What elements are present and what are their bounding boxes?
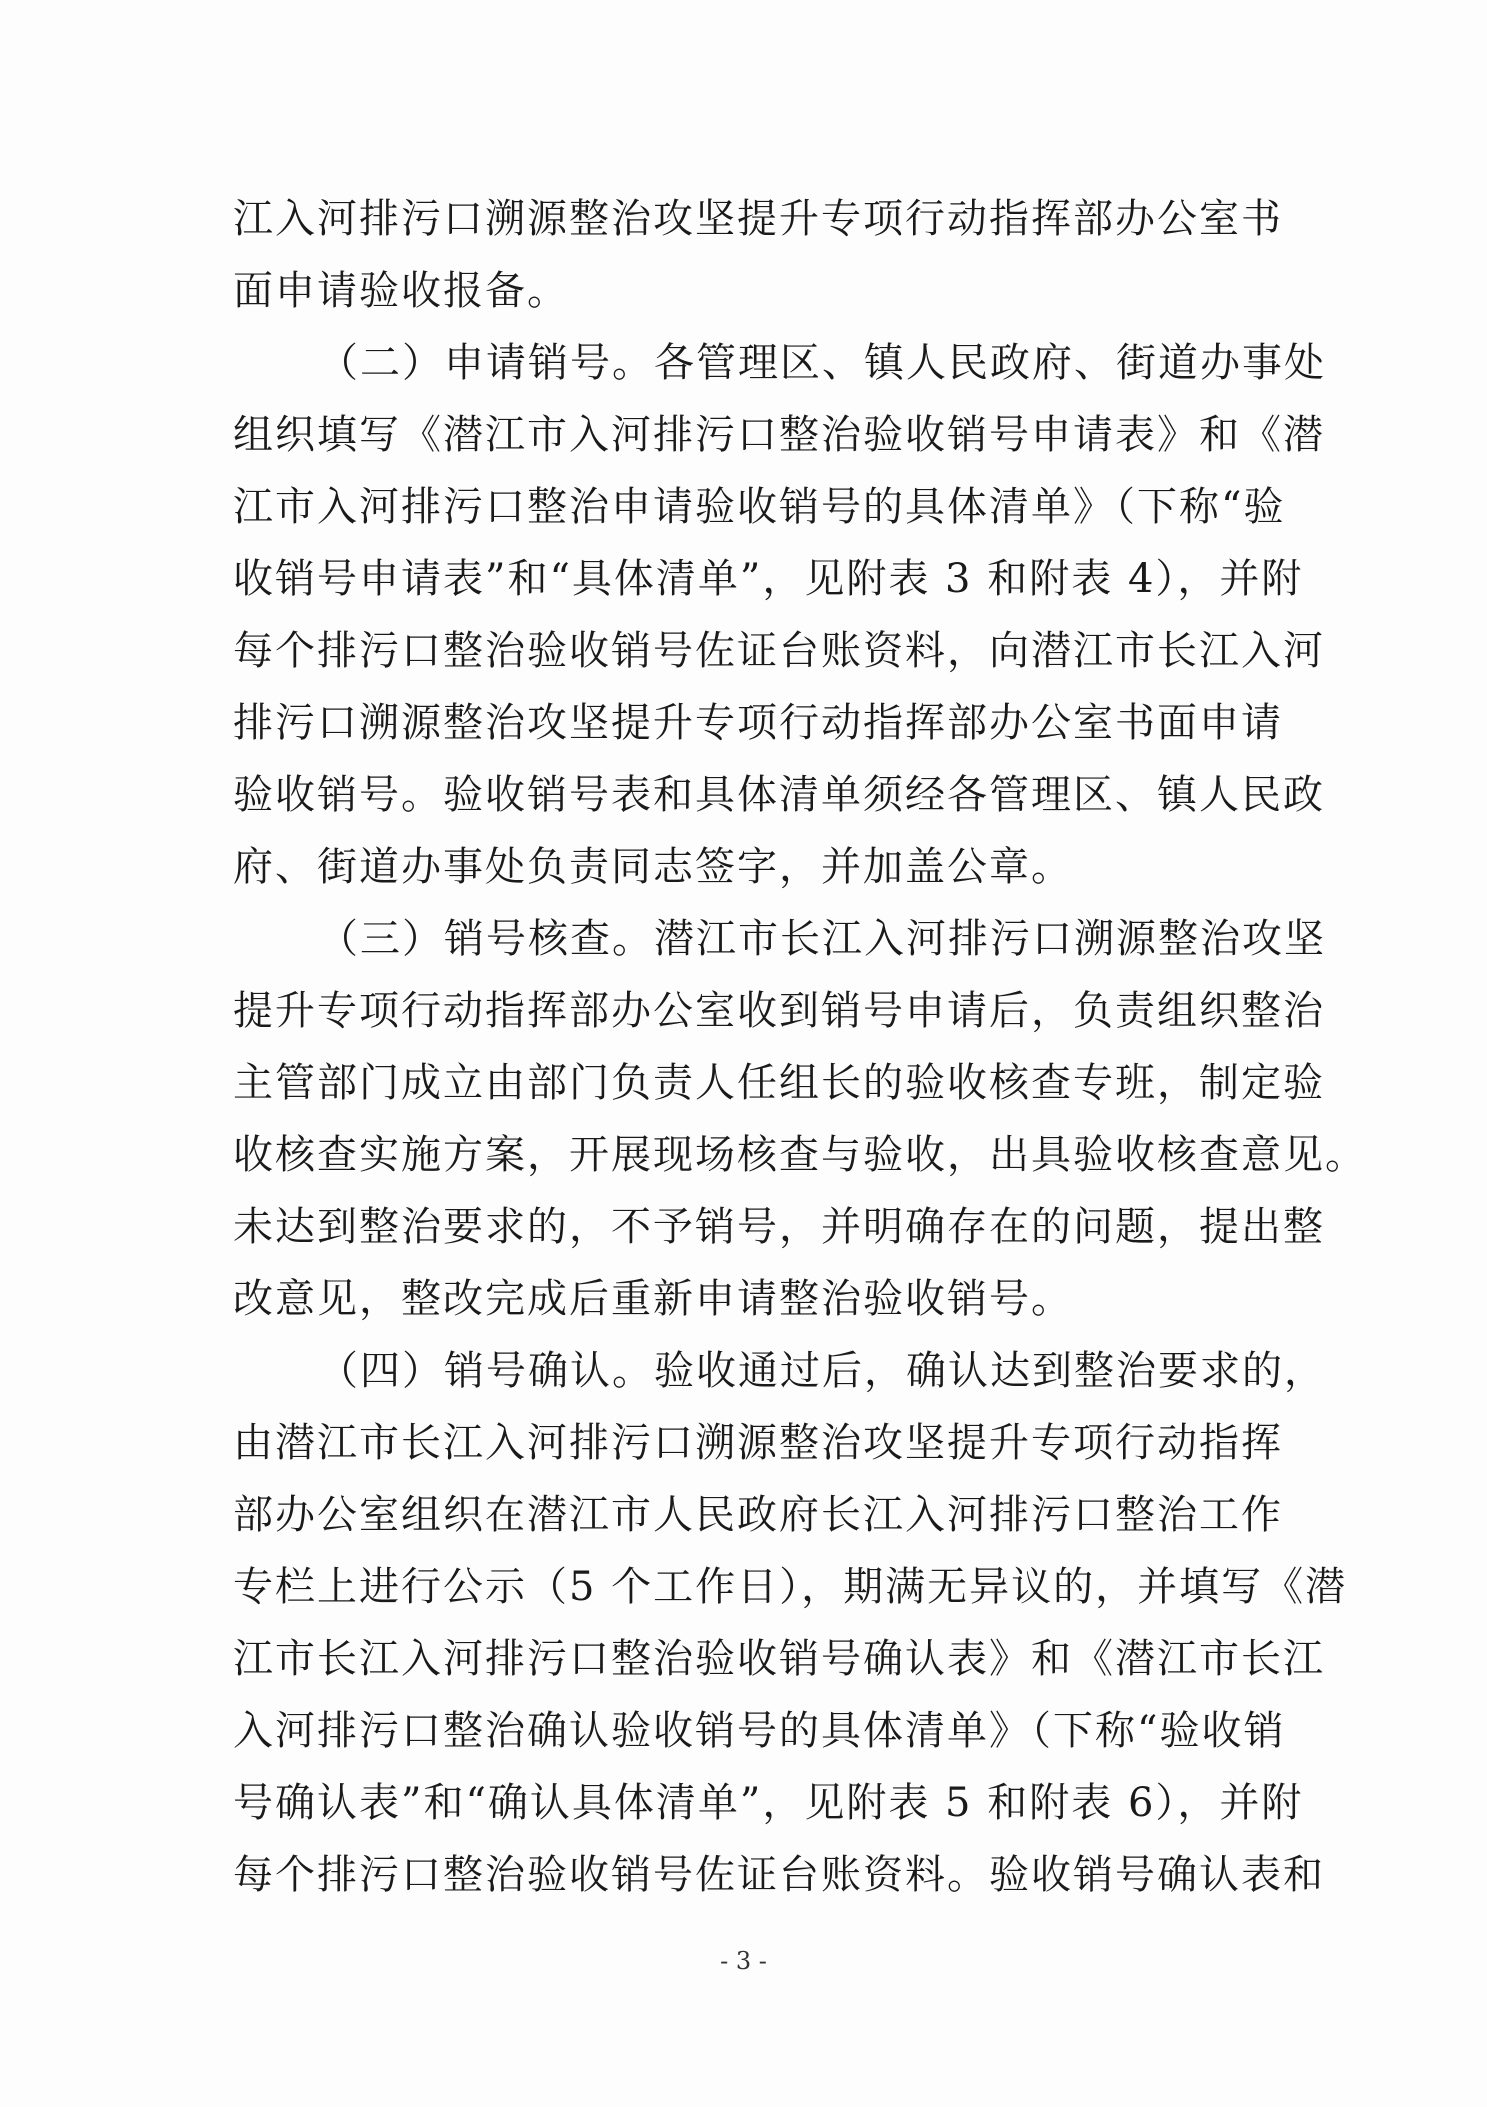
text-line: 江入河排污口溯源整治攻坚提升专项行动指挥部办公室书: [233, 196, 1283, 242]
text-line: 提升专项行动指挥部办公室收到销号申请后，负责组织整治: [233, 988, 1325, 1034]
text-line: （二）申请销号。各管理区、镇人民政府、街道办事处: [318, 340, 1326, 386]
text-line: 由潜江市长江入河排污口溯源整治攻坚提升专项行动指挥: [233, 1420, 1283, 1466]
text-line: （三）销号核查。潜江市长江入河排污口溯源整治攻坚: [318, 916, 1326, 962]
text-line: 面申请验收报备。: [233, 268, 569, 314]
text-line: 收核查实施方案，开展现场核查与验收，出具验收核查意见。: [233, 1132, 1367, 1178]
text-line: 号确认表”和“确认具体清单”，见附表 5 和附表 6），并附: [233, 1780, 1304, 1826]
text-line: 府、街道办事处负责同志签字，并加盖公章。: [233, 844, 1073, 890]
text-line: 未达到整治要求的，不予销号，并明确存在的问题，提出整: [233, 1204, 1325, 1250]
text-line: 主管部门成立由部门负责人任组长的验收核查专班，制定验: [233, 1060, 1325, 1106]
text-line: 江市长江入河排污口整治验收销号确认表》和《潜江市长江: [233, 1636, 1325, 1682]
text-line: 每个排污口整治验收销号佐证台账资料，向潜江市长江入河: [233, 628, 1325, 674]
text-line: （四）销号确认。验收通过后，确认达到整治要求的，: [318, 1348, 1326, 1394]
text-line: 每个排污口整治验收销号佐证台账资料。验收销号确认表和: [233, 1852, 1325, 1898]
text-line: 组织填写《潜江市入河排污口整治验收销号申请表》和《潜: [233, 412, 1325, 458]
text-line: 改意见，整改完成后重新申请整治验收销号。: [233, 1276, 1073, 1322]
text-line: 入河排污口整治确认验收销号的具体清单》（下称“验收销: [233, 1708, 1286, 1754]
text-line: 部办公室组织在潜江市人民政府长江入河排污口整治工作: [233, 1492, 1283, 1538]
text-line: 排污口溯源整治攻坚提升专项行动指挥部办公室书面申请: [233, 700, 1283, 746]
text-line: 收销号申请表”和“具体清单”，见附表 3 和附表 4），并附: [233, 556, 1304, 602]
page-number: - 3 -: [720, 1947, 767, 1975]
text-line: 专栏上进行公示（5 个工作日），期满无异议的，并填写《潜: [233, 1564, 1348, 1610]
text-line: 江市入河排污口整治申请验收销号的具体清单》（下称“验: [233, 484, 1286, 530]
text-line: 验收销号。验收销号表和具体清单须经各管理区、镇人民政: [233, 772, 1325, 818]
